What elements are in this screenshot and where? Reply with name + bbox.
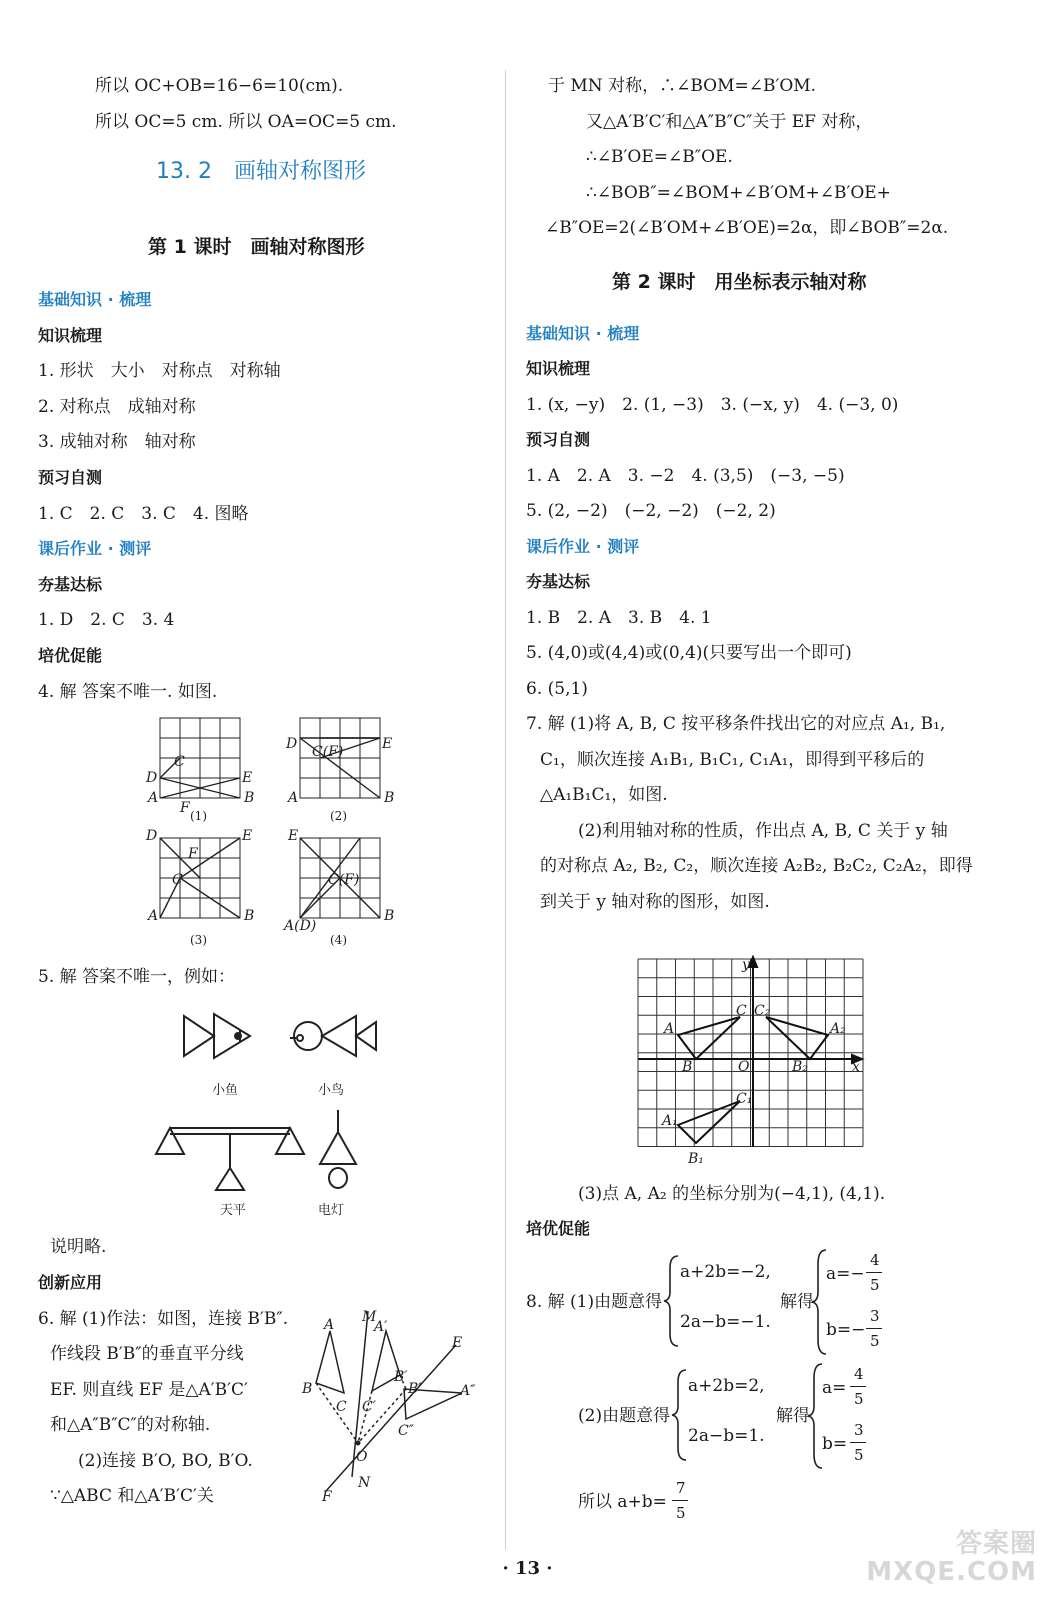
point-label: E xyxy=(382,736,393,752)
text-line: 又△A′B′C′和△A″B″C″关于 EF 对称， xyxy=(586,112,873,132)
answer-line: 5. (2, −2) (−2, −2) (−2, 2) xyxy=(526,501,776,521)
answer-line: 1. 形状 大小 对称点 对称轴 xyxy=(38,361,281,381)
answer-line: 的对称点 A₂, B₂, C₂，顺次连接 A₂B₂, B₂C₂, C₂A₂，即得 xyxy=(540,856,973,876)
point-label: O xyxy=(356,1449,368,1465)
equation-line: 2a−b=−1. xyxy=(680,1312,771,1332)
text-line: ∠B″OE=2(∠B′OM+∠B′OE)=2α，即∠BOB″=2α. xyxy=(545,218,949,238)
answer-line: 1. A 2. A 3. −2 4. (3,5) (−3, −5) xyxy=(526,466,845,486)
point-label: B xyxy=(244,908,255,924)
answer-line: 到关于 y 轴对称的图形，如图. xyxy=(540,892,770,912)
watermark-url: MXQE.COM xyxy=(866,1557,1037,1587)
fraction-numerator: 7 xyxy=(676,1479,686,1497)
figure-caption: (4) xyxy=(330,933,347,947)
watermark xyxy=(866,1530,1037,1586)
brace xyxy=(670,1368,690,1462)
answer-line: (2)利用轴对称的性质，作出点 A, B, C 关于 y 轴 xyxy=(578,821,948,841)
equation-line: a+2b=−2, xyxy=(680,1262,771,1282)
sub-heading: 创新应用 xyxy=(38,1273,103,1292)
point-label: B xyxy=(384,790,395,806)
brace xyxy=(662,1254,682,1348)
fraction-denominator: 5 xyxy=(854,1390,864,1408)
point-label: C(F) xyxy=(328,872,360,888)
answer-line: C₁，顺次连接 A₁B₁, B₁C₁, C₁A₁，即得到平移后的 xyxy=(540,750,925,770)
answer-line: 作线段 B′B″的垂直平分线 xyxy=(50,1344,244,1364)
answer-line: 5. 解 答案不唯一，例如： xyxy=(38,967,236,987)
section-heading: 课后作业 · 测评 xyxy=(38,539,152,558)
point-label: N xyxy=(358,1475,371,1491)
axis-label: x xyxy=(852,1059,860,1075)
answer-line: 和△A″B″C″的对称轴. xyxy=(50,1415,211,1435)
chapter-title: 13. 2 画轴对称图形 xyxy=(156,159,366,184)
point-label: C xyxy=(174,754,185,770)
answer-line: 7. 解 (1)将 A, B, C 按平移条件找出它的对应点 A₁, B₁, xyxy=(526,714,946,734)
section-heading: 课后作业 · 测评 xyxy=(526,537,640,556)
lesson-title: 第 2 课时 用坐标表示轴对称 xyxy=(612,271,867,293)
answer-line: 1. (x, −y) 2. (1, −3) 3. (−x, y) 4. (−3, 0) xyxy=(526,395,899,415)
answer-line: 1. B 2. A 3. B 4. 1 xyxy=(526,608,712,628)
fraction-denominator: 5 xyxy=(676,1504,686,1522)
origin-label: O xyxy=(738,1059,750,1075)
answer-line: 说明略. xyxy=(50,1237,107,1257)
point-label: M xyxy=(362,1309,377,1325)
figure-6-symmetry xyxy=(296,1305,496,1505)
point-label: D xyxy=(146,828,158,844)
answer-line: (3)点 A, A₂ 的坐标分别为(−4,1), (4,1). xyxy=(578,1184,886,1204)
fraction-numerator: 3 xyxy=(870,1307,880,1325)
text-line: 于 MN 对称，∴∠BOM=∠B′OM. xyxy=(548,76,817,96)
point-label: A₂ xyxy=(830,1021,846,1037)
fraction-numerator: 4 xyxy=(870,1251,880,1269)
answer-line: (2)由题意得 xyxy=(578,1406,671,1426)
point-label: C xyxy=(336,1399,347,1415)
point-label: A xyxy=(148,908,159,924)
section-heading: 基础知识 · 梳理 xyxy=(38,290,152,309)
point-label: B xyxy=(384,908,395,924)
sub-heading: 预习自测 xyxy=(38,468,103,487)
point-label: D xyxy=(146,770,158,786)
answer-line: 1. D 2. C 3. 4 xyxy=(38,610,175,630)
fraction-denominator: 5 xyxy=(870,1276,880,1294)
point-label: D xyxy=(286,736,298,752)
solution-line: b= xyxy=(822,1434,848,1454)
point-label: C″ xyxy=(398,1423,414,1439)
point-label: E xyxy=(452,1335,463,1351)
watermark-logo-text: 答案圈 xyxy=(955,1529,1037,1559)
point-label: B₂ xyxy=(792,1059,808,1075)
solution-line: a= xyxy=(822,1378,847,1398)
sub-heading: 夯基达标 xyxy=(526,572,591,591)
answer-line: 3. 成轴对称 轴对称 xyxy=(38,432,196,452)
answer-line: 解得 xyxy=(776,1406,810,1426)
point-label: A xyxy=(148,790,159,806)
text-line: ∴∠BOB″=∠BOM+∠B′OM+∠B′OE+ xyxy=(586,183,891,203)
fraction-denominator: 5 xyxy=(870,1332,880,1350)
point-label: C xyxy=(172,872,183,888)
answer-line: EF. 则直线 EF 是△A′B′C′ xyxy=(50,1380,248,1400)
fraction-numerator: 4 xyxy=(854,1365,864,1383)
section-heading: 基础知识 · 梳理 xyxy=(526,324,640,343)
sub-heading: 培优促能 xyxy=(38,646,103,665)
point-label: C′ xyxy=(362,1399,376,1415)
sub-heading: 培优促能 xyxy=(526,1219,591,1238)
answer-line: 5. (4,0)或(4,4)或(0,4)(只要写出一个即可) xyxy=(526,643,852,663)
answer-line: 解得 xyxy=(780,1292,814,1312)
answer-line: △A₁B₁C₁，如图. xyxy=(540,785,668,805)
figure-caption: (1) xyxy=(190,809,207,823)
point-label: B xyxy=(244,790,255,806)
point-label: A″ xyxy=(460,1383,476,1399)
point-label: F xyxy=(180,800,190,816)
coordinate-grid-figure xyxy=(632,955,872,1170)
solution-line: b=− xyxy=(826,1320,866,1340)
page-number: · 13 · xyxy=(502,1558,553,1579)
text-line: ∴∠B′OE=∠B″OE. xyxy=(586,147,733,167)
column-divider xyxy=(505,70,506,1550)
point-label: C(F) xyxy=(312,744,344,760)
point-label: E xyxy=(242,828,253,844)
point-label: B xyxy=(302,1381,313,1397)
answer-line: 6. 解 (1)作法：如图，连接 B′B″. xyxy=(38,1309,289,1329)
figure-4-grids xyxy=(140,712,410,948)
answer-line: 8. 解 (1)由题意得 xyxy=(526,1292,663,1312)
point-label: A xyxy=(324,1317,335,1333)
fraction-denominator: 5 xyxy=(854,1446,864,1464)
point-label: A′ xyxy=(374,1319,388,1335)
text-line: 所以 OC+OB=16−6=10(cm). xyxy=(95,76,344,96)
equation-line: 2a−b=1. xyxy=(688,1426,765,1446)
figure-caption: (2) xyxy=(330,809,347,823)
point-label: E xyxy=(288,828,299,844)
equation-line: a+2b=2, xyxy=(688,1376,765,1396)
point-label: B₁ xyxy=(688,1151,704,1167)
figure-caption: (3) xyxy=(190,933,207,947)
point-label: B″ xyxy=(408,1381,424,1397)
point-label: C₂ xyxy=(754,1003,771,1019)
point-label: A xyxy=(288,790,299,806)
point-label: F xyxy=(188,846,198,862)
axis-label: y xyxy=(742,957,750,973)
point-label: A(D) xyxy=(284,918,317,934)
sub-heading: 预习自测 xyxy=(526,430,591,449)
shape-caption: 电灯 xyxy=(318,1203,345,1218)
point-label: C₁ xyxy=(736,1091,753,1107)
answer-line: 2. 对称点 成轴对称 xyxy=(38,397,196,417)
shape-caption: 天平 xyxy=(220,1203,247,1218)
point-label: A xyxy=(664,1021,675,1037)
point-label: A₁ xyxy=(662,1113,678,1129)
fraction-numerator: 3 xyxy=(854,1421,864,1439)
point-label: C xyxy=(736,1003,747,1019)
shape-caption: 小鱼 xyxy=(212,1083,239,1098)
point-label: F xyxy=(322,1489,332,1505)
answer-line: 4. 解 答案不唯一. 如图. xyxy=(38,682,218,702)
sub-heading: 夯基达标 xyxy=(38,575,103,594)
lesson-title: 第 1 课时 画轴对称图形 xyxy=(148,236,365,258)
sub-heading: 知识梳理 xyxy=(526,359,591,378)
figure-5-shapes xyxy=(150,1002,390,1228)
answer-line: (2)连接 B′O, BO, B′O. xyxy=(78,1451,253,1471)
answer-line: ∵△ABC 和△A′B′C′关 xyxy=(50,1486,214,1506)
sub-heading: 知识梳理 xyxy=(38,326,103,345)
point-label: E xyxy=(242,770,253,786)
answer-line: 6. (5,1) xyxy=(526,679,588,699)
point-label: B xyxy=(682,1059,693,1075)
shape-caption: 小鸟 xyxy=(318,1083,345,1098)
text-line: 所以 OC=5 cm. 所以 OA=OC=5 cm. xyxy=(95,112,397,132)
answer-line: 1. C 2. C 3. C 4. 图略 xyxy=(38,504,249,524)
point-label: B′ xyxy=(394,1369,408,1385)
solution-line: a=− xyxy=(826,1264,865,1284)
answer-line: 所以 a+b= xyxy=(578,1492,667,1512)
